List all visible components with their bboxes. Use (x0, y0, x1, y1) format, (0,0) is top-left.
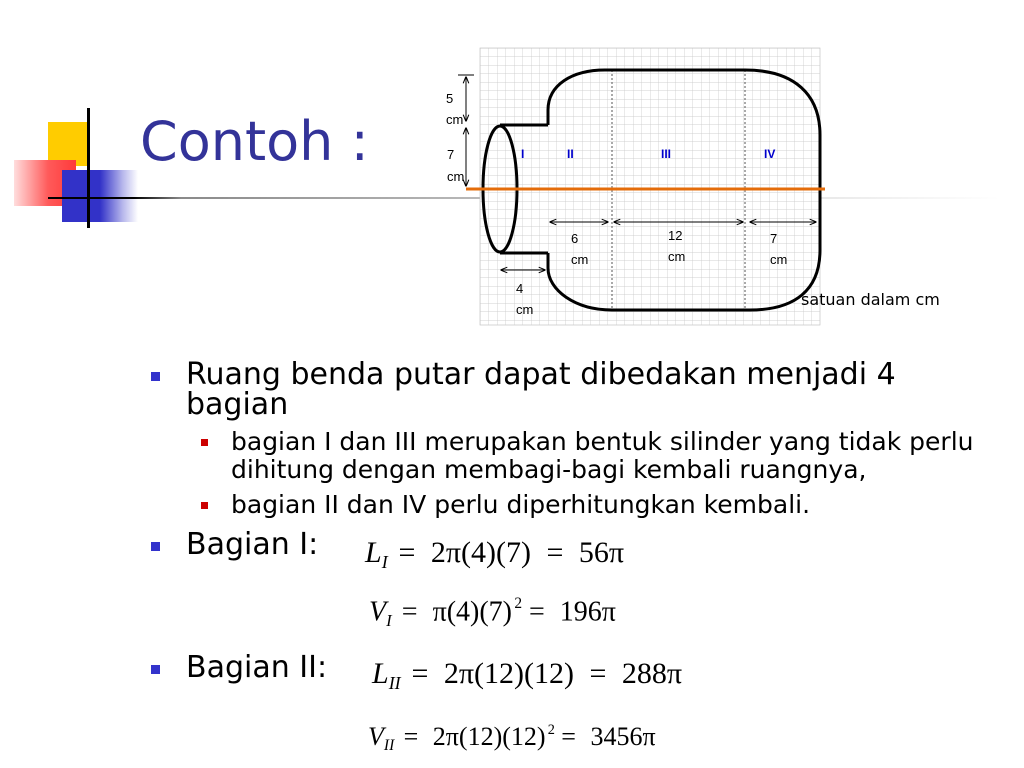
sub-bullet-text: bagian I dan III merupakan bentuk silinder yang tidak perlu dihitung dengan membagi-bagi kembali ruangnya, (231, 427, 974, 484)
eq-variable: V (368, 722, 384, 751)
eq-variable: V (369, 596, 387, 628)
eq-subscript: II (388, 673, 401, 694)
equation-lateral-area-I (365, 533, 624, 575)
dim-label-len-II-value: 6 (571, 231, 579, 246)
dim-label-len-III-value: 12 (668, 228, 683, 243)
sub-bullet-text: bagian II dan IV perlu diperhitungkan kembali. (231, 490, 811, 519)
dim-label-len-III-unit: cm (668, 249, 686, 264)
dim-label-len-I-unit: cm (516, 302, 534, 317)
section-label-IV: IV (764, 147, 776, 161)
bullet-text: Bagian I: (186, 527, 319, 562)
section-label-I: I (521, 147, 525, 161)
bullet-marker (151, 665, 160, 674)
eq-subscript: II (383, 737, 395, 755)
eq-variable: L (372, 657, 389, 690)
slide-title: Contoh : (140, 110, 369, 173)
equation-volume-I (369, 594, 616, 632)
decor-vertical-rule (87, 108, 90, 228)
eq-superscript: 2 (514, 595, 523, 612)
dim-label-len-II-unit: cm (571, 252, 589, 267)
dim-label-len-I-value: 4 (516, 281, 524, 296)
equation-lateral-area-II (372, 654, 682, 696)
section-label-III: III (661, 147, 672, 161)
bullet-marker (151, 542, 160, 551)
eq-subscript: I (381, 552, 388, 573)
eq-rhs: = 2π(4)(7) = 56π (398, 536, 625, 569)
grid (480, 48, 820, 325)
dim-label-top-height-value: 5 (446, 91, 454, 106)
eq-result: = 3456π (561, 722, 656, 751)
sub-bullet-marker (201, 502, 208, 509)
decor-blue-square (62, 170, 138, 222)
bullet-marker (151, 372, 160, 381)
eq-superscript: 2 (547, 721, 555, 738)
eq-rhs: = 2π(12)(12) (403, 722, 546, 751)
dim-label-len-IV-value: 7 (770, 231, 778, 246)
eq-rhs: = π(4)(7) (401, 596, 513, 628)
eq-variable: L (365, 536, 382, 569)
section-label-II: II (567, 147, 574, 161)
dim-label-neck-radius-value: 7 (447, 147, 455, 162)
sub-bullet-marker (201, 439, 208, 446)
eq-rhs: = 2π(12)(12) = 288π (411, 657, 683, 690)
eq-result: = 196π (528, 596, 616, 628)
dim-label-top-height-unit: cm (446, 112, 464, 127)
eq-subscript: I (386, 611, 392, 631)
dim-label-len-IV-unit: cm (770, 252, 788, 267)
solid-of-revolution-figure (436, 44, 830, 334)
equation-volume-II (368, 720, 656, 757)
figure-unit-note: satuan dalam cm (801, 290, 940, 309)
bullet-text: Bagian II: (186, 650, 328, 685)
bullet-text: Ruang benda putar dapat dibedakan menjadi 4 bagian (186, 357, 896, 422)
dim-label-neck-radius-unit: cm (447, 169, 465, 184)
